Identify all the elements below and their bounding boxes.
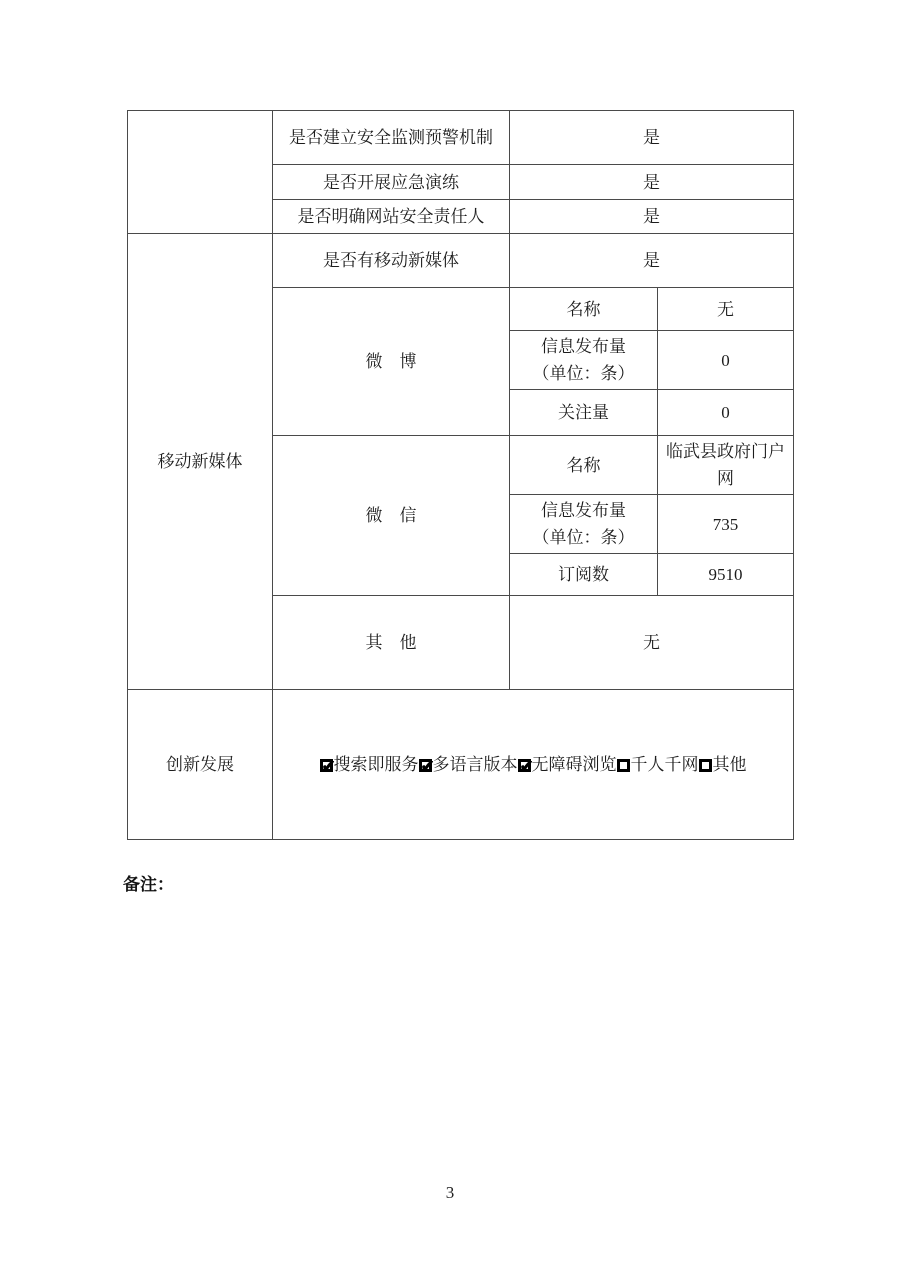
security-row-value: 是 [510, 165, 794, 200]
weibo-posts-label-line2: （单位：条） [532, 364, 635, 383]
innovation-option [320, 751, 419, 778]
notes-label: 备注： [123, 875, 174, 894]
innovation-option-label: 千人千网 [630, 755, 699, 774]
wechat-subscribers-value: 9510 [658, 554, 794, 596]
innovation-options-line [320, 751, 747, 778]
category-cell-empty [128, 111, 273, 234]
security-row-label: 是否建立安全监测预警机制 [273, 111, 510, 165]
innovation-option [617, 751, 699, 778]
weibo-posts-value: 0 [658, 331, 794, 390]
table-row [128, 690, 794, 840]
has-mobile-value: 是 [510, 234, 794, 288]
security-row-label: 是否开展应急演练 [273, 165, 510, 200]
annual-report-table [127, 110, 793, 840]
weibo-name-value: 无 [658, 288, 794, 331]
innovation-option [699, 751, 747, 778]
innovation-option-label: 其他 [712, 755, 747, 774]
checkbox-checked-icon [518, 759, 531, 772]
innovation-options-cell [273, 690, 794, 840]
category-cell-mobile-media: 移动新媒体 [128, 234, 273, 690]
other-media-label: 其 他 [273, 596, 510, 690]
weibo-name-label: 名称 [510, 288, 658, 331]
table-row [128, 111, 794, 165]
checkbox-checked-icon [320, 759, 333, 772]
wechat-posts-label-line1: 信息发布量 [541, 501, 626, 520]
innovation-option-label: 多语言版本 [432, 755, 518, 774]
wechat-posts-label-line2: （单位：条） [532, 528, 635, 547]
innovation-option-label: 无障碍浏览 [531, 755, 617, 774]
category-cell-innovation: 创新发展 [128, 690, 273, 840]
checkbox-checked-icon [419, 759, 432, 772]
security-row-value: 是 [510, 200, 794, 234]
weibo-posts-label-line1: 信息发布量 [541, 337, 626, 356]
innovation-option [419, 751, 518, 778]
checkbox-unchecked-icon [617, 759, 630, 772]
innovation-option-label: 搜索即服务 [333, 755, 419, 774]
page-number: 3 [445, 1183, 455, 1202]
wechat-label-cell: 微 信 [273, 436, 510, 596]
other-media-value: 无 [510, 596, 794, 690]
weibo-label-cell: 微 博 [273, 288, 510, 436]
wechat-posts-value: 735 [658, 495, 794, 554]
weibo-followers-label: 关注量 [510, 390, 658, 436]
weibo-followers-value: 0 [658, 390, 794, 436]
security-row-label: 是否明确网站安全责任人 [273, 200, 510, 234]
has-mobile-label: 是否有移动新媒体 [273, 234, 510, 288]
wechat-subscribers-label: 订阅数 [510, 554, 658, 596]
weibo-posts-label [510, 331, 658, 390]
wechat-posts-label [510, 495, 658, 554]
table-row [128, 234, 794, 288]
checkbox-unchecked-icon [699, 759, 712, 772]
wechat-name-value: 临武县政府门户网 [658, 436, 794, 495]
security-row-value: 是 [510, 111, 794, 165]
innovation-option [518, 751, 617, 778]
wechat-name-label: 名称 [510, 436, 658, 495]
